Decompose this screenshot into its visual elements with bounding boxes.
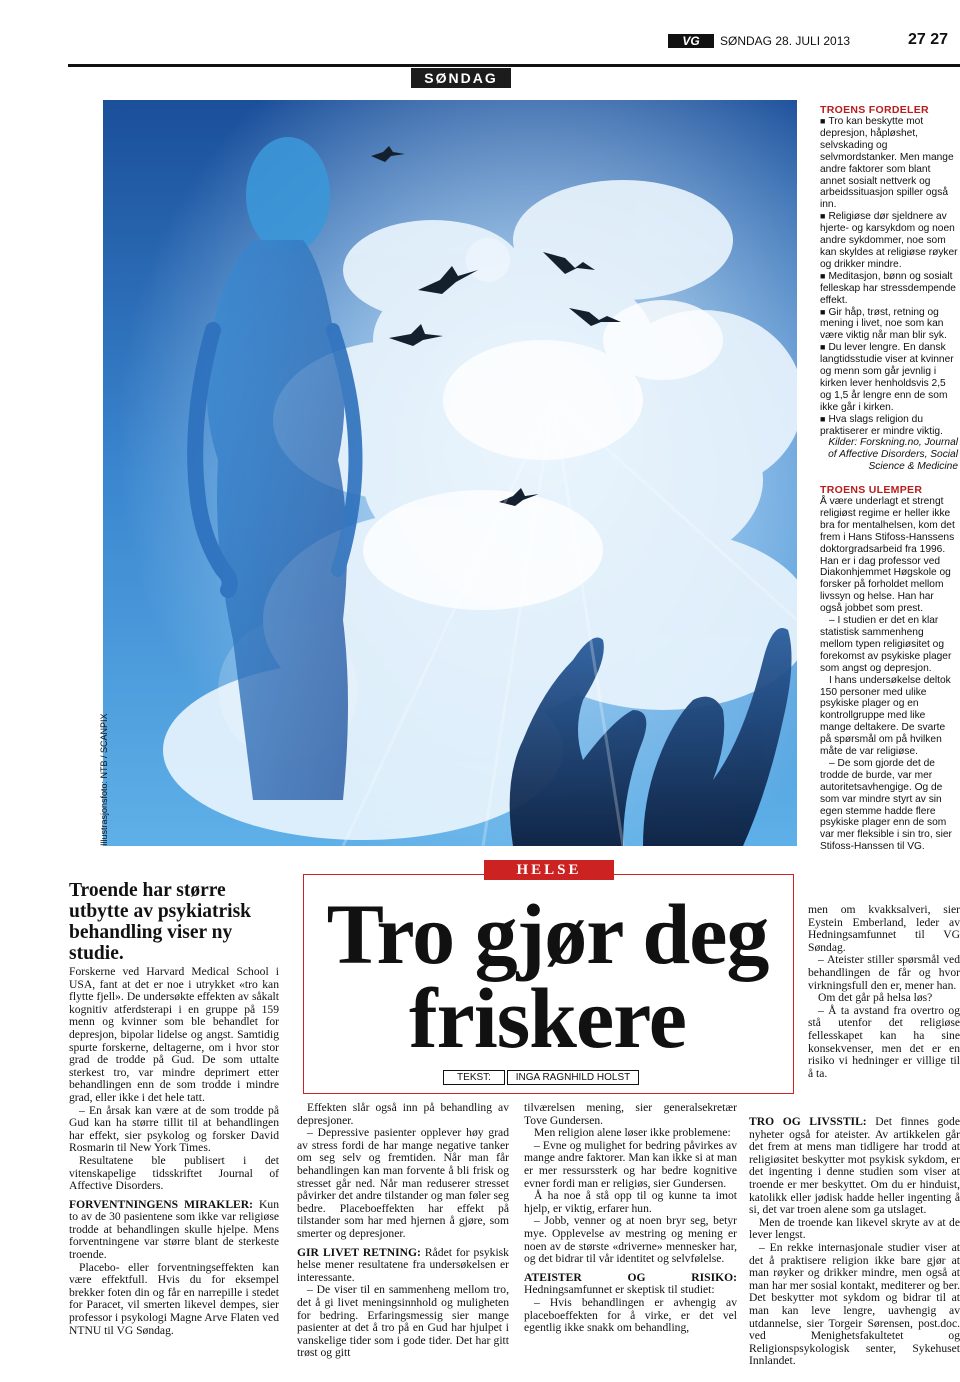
fact-paragraph: I hans undersøkelse deltok 150 personer med ulike psykiske plager og en kontrollgruppe med like mange deltakere. De svarte på spørsmål om på hvilken måte de var religiøse. (820, 674, 951, 758)
paragraph: Effekten slår også inn på behandling av depresjoner. (297, 1101, 509, 1127)
paragraph: Placebo- eller forventningseffekten kan være effektfull. Hvis du for eksempel brekker foten din og får en narrepille i stedet for Paracet, vil smerten likevel dempes, sier professor i psykologi Magne Arve Flaten ved NTNU til VG Søndag. (69, 1260, 279, 1337)
page-number: 27 27 (908, 31, 949, 48)
paragraph: Men de troende kan likevel skryte av at de lever lengst. (749, 1215, 960, 1242)
subheading: FORVENTNINGENS MIRAKLER: (69, 1197, 254, 1211)
paragraph: – Å ta avstand fra overtro og stå utenfor det religiøse fellesskapet kan ha sine konsekvenser, men det er en risiko vi hedninger er villige til å ta. (808, 1003, 960, 1080)
paragraph: – En årsak kan være at de som trodde på Gud kan ha større tillit til at behandlingen har effekt, sier psykolog og forsker David Rosmarin til New York Times. (69, 1103, 279, 1155)
paragraph: – Evne og mulighet for bedring påvirkes av mange andre faktorer. Man kan ikke si at man er mer ressurssterk og har bedre kognitive evner fordi man er religiøs, sier Gundersen. (524, 1138, 737, 1190)
subheading: GIR LIVET RETNING: (297, 1245, 421, 1259)
paragraph: – De viser til en sammenheng mellom tro, det å gi livet meningsinnhold og muligheten for bedring. Erfaringsmessig sier mange pasienter at det å tro på en Gud har hjulpet i vanskelige tider som i gode tider. Det har gitt trøst og gitt (297, 1283, 509, 1360)
paragraph-text: Kun to av de 30 pasientene som ikke var religiøse trodde at behandlingen skulle hjelpe. Mens forventningene var større blant de sterkeste troende. (69, 1197, 279, 1262)
paragraph: men om kvakksalveri, sier Eystein Emberland, leder av Hedningsamfunnet til VG Søndag. (808, 903, 960, 954)
fact-item: ■ Du lever lengre. En dansk langtidsstudie viser at kvinner og menn som går jevnlig i kirken lever henholdsvis 2,5 og 1,5 år lengre enn de som ikke går i kirken. (820, 342, 958, 413)
paragraph: Om det går på helsa løs? (818, 991, 933, 1005)
paragraph-text: Hedningsamfunnet er skeptisk til studiet: (524, 1283, 715, 1297)
sky-figure-illustration (103, 100, 797, 846)
fact-paragraph: – De som gjorde det de trodde de burde, var mer autoritetsavhengige. Og de som var mindre styrt av sin egen stemme hadde flere psykiske plager enn de som var mer fleksible i sin tro, sier Stifoss-Hanssen til VG. (820, 757, 952, 853)
illustration (103, 100, 797, 846)
fact-item: ■ Religiøse dør sjeldnere av hjerte- og karsykdom og noen andre sykdommer, noe som kan skyldes at religiøse røyker og drikker mindre. (820, 211, 958, 271)
fact-box-body (820, 116, 958, 473)
fact-box-fordeler (820, 104, 958, 473)
ingress: Troende har større utbytte av psykiatrisk behandling viser ny studie. (69, 880, 252, 964)
paragraph: – Hvis behandlingen er avhengig av placeboeffekten for å virke, er det vel egentlig ikke snakk om behandling, (524, 1295, 737, 1335)
paragraph: – En rekke internasjonale studier viser at det å praktisere religion ikke bare gjør at man røyker og drikker mindre, men også at man har mer sosial kontakt, mediterer og ber. Det beskytter mot sykdom og bidrar til at man kan leve lengre, uavhengig av utdannelse, sier Torgeir Sørensen, post.doc. ved Menighetsfakultetet og Religionspsykologisk senter, Sykehuset Innlandet. (749, 1240, 960, 1368)
fact-paragraph: Å være underlagt et strengt religiøst regime er heller ikke bra for mentalhelsen, kom det frem i Hans Stifoss-Hanssens doktorgradsarbeid fra 1996. Han er i dag professor ved Diakonhjemmet Høgskole og forsker på forholdet mellom livssyn og helse. Han har også jobbet som prest. (820, 496, 955, 615)
paragraph: – Depressive pasienter opplever høy grad av stress fordi de har mange negative tanker om seg selv og fremtiden. Når man får behandlingen kan man forvente å bli frisk og stresset går ned. Når man reduserer stresset påvirker det andre tilstander og man føler seg bedre. Placeboeffekten har effekt på tilstander som har med hjernen å gjøre, som smerter og depresjoner. (297, 1126, 509, 1240)
paragraph: Å ha noe å stå opp til og kunne ta imot hjelp, er viktig, erfarer hun. (524, 1189, 737, 1215)
fact-item: ■ Gir håp, trøst, retning og mening i livet, noe som kan være viktig når man blir syk. (820, 307, 958, 343)
paragraph: – Ateister stiller spørsmål ved behandlingen de får og hvor virkningsfull den er, mener han. (808, 953, 960, 992)
paragraph-text: Det finnes gode nyheter også for ateister. Av artikkelen går det frem at mens man tidligere har trodd at religiøsitet beskytter mot psykisk sykdom, er det ingenting i denne studien som viser at troende er mer beskyttet. Om du er hinduist, katolikk eller jødisk hadde heller ingenting å si, det var troen alene som ga utslaget. (749, 1115, 960, 1217)
byline (443, 1070, 639, 1083)
fact-item: ■ Meditasjon, bønn og sosialt felleskap har stressdempende effekt. (820, 271, 958, 307)
subheading-paragraph (749, 1116, 960, 1217)
paragraph-text: Rådet for psykisk helse mener resultatene fra undersøkelsen er interessante. (297, 1245, 509, 1284)
fact-source: Kilder: Forskning.no, Journal of Affective Disorders, Social Science & Medicine (828, 437, 958, 473)
subheading: ATEISTER OG RISIKO: (524, 1270, 737, 1284)
article-column-2 (297, 1102, 509, 1360)
fact-box-body (820, 496, 958, 853)
subheading-paragraph (69, 1199, 279, 1262)
folio-date: SØNDAG 28. JULI 2013 (720, 34, 851, 48)
article-column-4-top (808, 904, 960, 1080)
vg-logo: VG (668, 34, 714, 48)
section-tag: SØNDAG (411, 68, 511, 88)
byline-label: TEKST: (443, 1070, 505, 1085)
byline-name: INGA RAGNHILD HOLST (507, 1070, 639, 1085)
paragraph: tilværelsen mening, sier generalsekretær Tove Gundersen. (524, 1101, 737, 1127)
article-column-4-bottom (749, 1110, 960, 1368)
article-column-1 (69, 966, 279, 1337)
paragraph: – Jobb, venner og at noen bryr seg, betyr mye. Opplevelse av mestring og mening er noen av de største «driverne» mennesker har, og det bidrar til vår identitet og selvfølelse. (524, 1214, 737, 1266)
fact-box-title: TROENS FORDELER (820, 104, 929, 116)
subheading-paragraph (297, 1247, 509, 1285)
fact-box-ulemper (820, 484, 958, 853)
paragraph: Men religion alene løser ikke problemene: (534, 1126, 731, 1140)
fact-item: ■ Hva slags religion du praktiserer er mindre viktig. (820, 414, 958, 438)
header-rule (68, 64, 960, 67)
fact-item: ■ Tro kan beskytte mot depresjon, håpløshet, selvskading og selvmordstanker. Men mange andre faktorer som blant annet sosialt nettverk og arbeidssituasjon spiller også inn. (820, 116, 958, 211)
kicker-label: HELSE (484, 860, 614, 880)
article-column-3 (524, 1102, 737, 1335)
fact-box-title: TROENS ULEMPER (820, 484, 923, 496)
subheading: TRO OG LIVSSTIL: (749, 1115, 867, 1128)
headline: Tro gjør deg friskere (326, 886, 769, 1066)
paragraph: Resultatene ble publisert i det vitenskapelige tidsskriftet Journal of Affective Disorders. (69, 1153, 279, 1193)
fact-paragraph: – I studien er det en klar statistisk sammenheng mellom typen religiøsitet og forekomst av psykiske plager som angst og depresjon. (820, 615, 952, 674)
photo-credit: Illustrasjonsfoto: NTB / SCANPIX (99, 713, 109, 846)
paragraph: Forskerne ved Harvard Medical School i USA, fant at det er noe i utrykket «tro kan flytte fjell». De undersøkte effekten av såkalt kognitiv atferdsterapi i en gruppe på 159 menn og kvinner som ble behandlet for depresjon, bipolar lidelse og angst. Samtidig spurte forskerne, deltagerne, om i hvor stor grad de trodde på Gud. De som uttalte sterkest tro, var mindre deprimert etter behandlingen enn de som trodde i mindre grad, eller ikke i det hele tatt. (69, 965, 279, 1104)
subheading-paragraph (524, 1272, 737, 1297)
